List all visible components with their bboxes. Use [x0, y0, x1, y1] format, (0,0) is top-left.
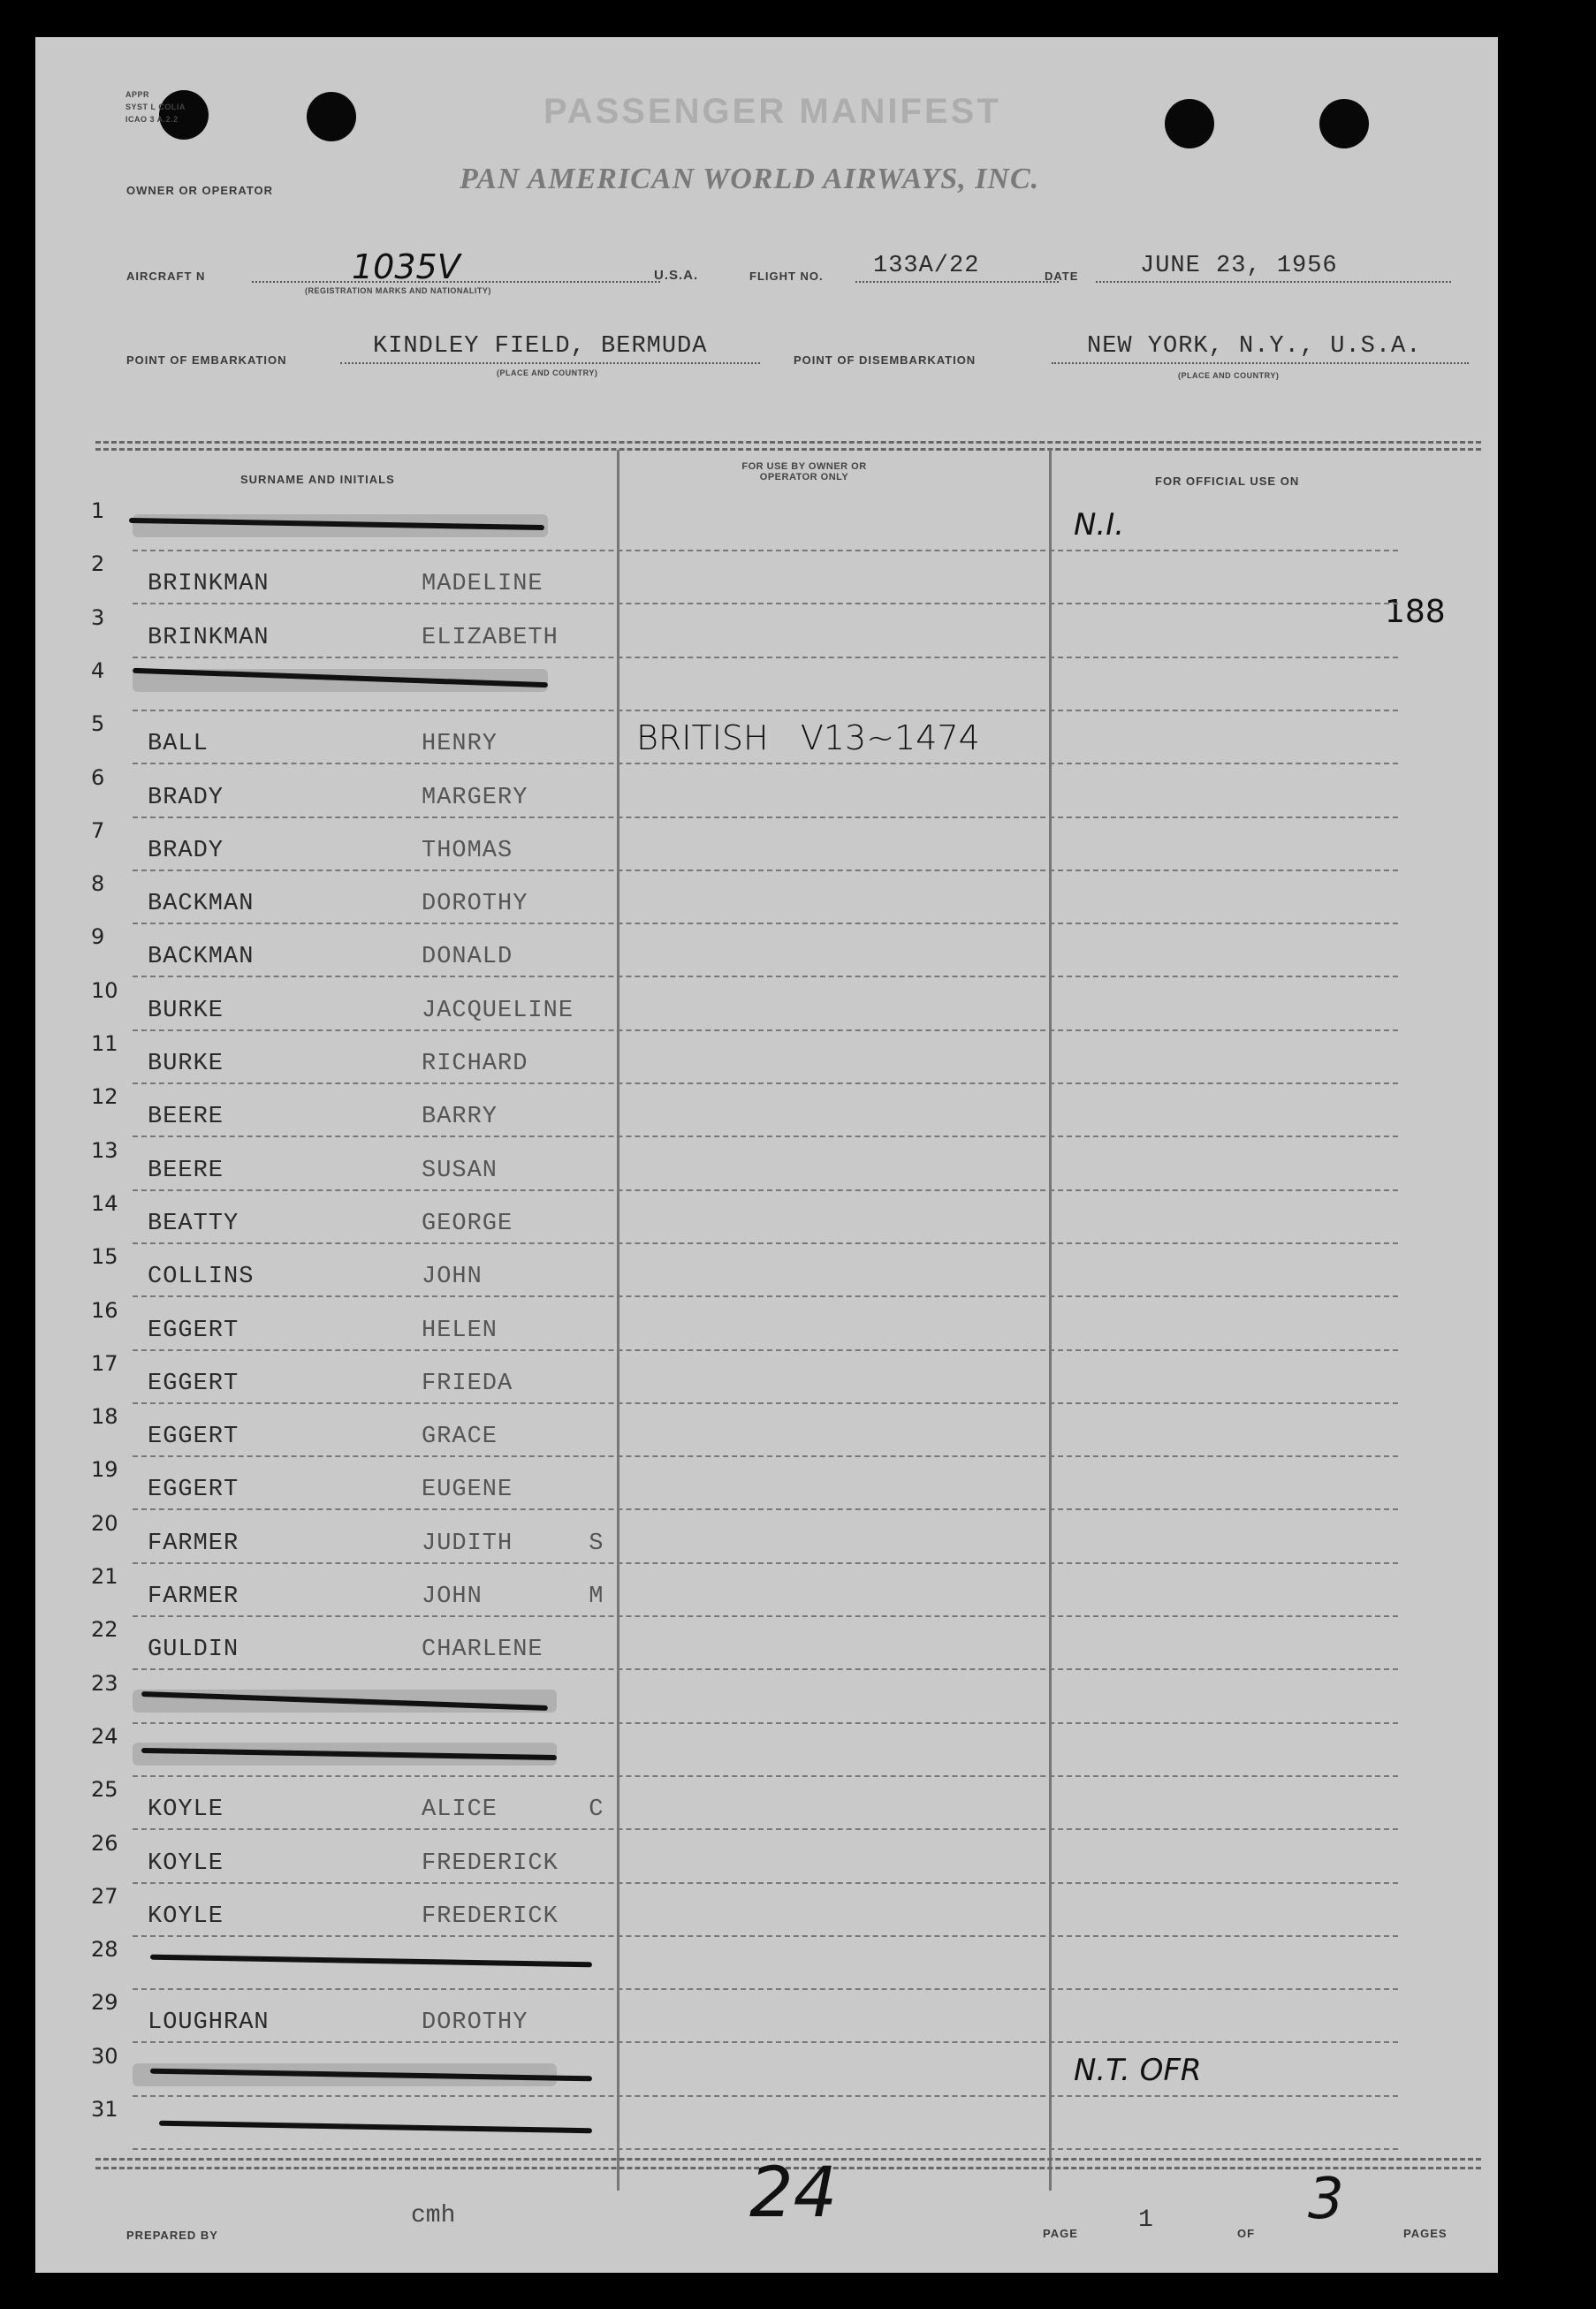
disembark-value: NEW YORK, N.Y., U.S.A.: [1087, 333, 1422, 360]
row-number: 21: [91, 1564, 118, 1589]
row-number: 26: [91, 1830, 118, 1856]
row-rule: [133, 1349, 1398, 1351]
passenger-given-name: JACQUELINE: [422, 997, 574, 1024]
passenger-surname: BACKMAN: [148, 944, 255, 971]
punch-hole-4: [1319, 99, 1369, 148]
header-official: FOR OFFICIAL USE ON: [1155, 475, 1300, 488]
registration-caption: (REGISTRATION MARKS AND NATIONALITY): [305, 286, 491, 295]
of-label: OF: [1237, 2227, 1256, 2240]
passenger-surname: COLLINS: [148, 1264, 255, 1291]
row-rule: [133, 2095, 1398, 2097]
row-number: 28: [91, 1937, 118, 1963]
header-names: SURNAME AND INITIALS: [240, 473, 395, 486]
owner-note: BRITISH V13~1474: [636, 718, 980, 758]
row-rule: [133, 1295, 1398, 1297]
prepared-value: cmh: [411, 2202, 456, 2229]
row-rule: [133, 976, 1398, 977]
table-top-rule-2: [95, 448, 1481, 451]
pages-label: PAGES: [1403, 2227, 1448, 2240]
embark-label: POINT OF EMBARKATION: [126, 353, 287, 367]
row-number: 31: [91, 2097, 118, 2122]
row-rule: [133, 1935, 1398, 1937]
row-rule: [133, 870, 1398, 871]
passenger-surname: EGGERT: [148, 1477, 239, 1504]
table-top-rule-1: [95, 441, 1481, 444]
passenger-surname: EGGERT: [148, 1370, 239, 1397]
passenger-surname: KOYLE: [148, 1849, 224, 1877]
flight-number: 133A/22: [873, 253, 980, 279]
date-value: JUNE 23, 1956: [1140, 253, 1338, 279]
prepared-label: PREPARED BY: [126, 2229, 218, 2242]
row-rule: [133, 1082, 1398, 1084]
total-count: 24: [749, 2153, 838, 2233]
passenger-given-name: HENRY: [422, 731, 498, 758]
header-owner: FOR USE BY OWNER OR OPERATOR ONLY: [741, 461, 867, 482]
strike-line-28: [150, 1955, 592, 1968]
row-rule: [133, 657, 1398, 658]
row-number: 25: [91, 1777, 118, 1803]
flight-label: FLIGHT NO.: [749, 270, 824, 283]
page-value: 1: [1138, 2206, 1153, 2234]
row-number: 14: [91, 1190, 118, 1216]
row-rule: [133, 1029, 1398, 1031]
official-note: N.I.: [1074, 507, 1125, 543]
passenger-surname: BURKE: [148, 1051, 224, 1077]
row-rule: [133, 1775, 1398, 1777]
row-rule: [133, 1615, 1398, 1617]
row-rule: [133, 710, 1398, 711]
passenger-given-name: DONALD: [422, 944, 513, 971]
passenger-surname: BURKE: [148, 997, 224, 1024]
date-underline: [1096, 281, 1451, 283]
row-rule: [133, 1508, 1398, 1510]
passenger-given-name: FREDERICK: [422, 1903, 559, 1930]
row-rule: [133, 1562, 1398, 1564]
punch-hole-3: [1165, 99, 1214, 148]
passenger-given-name: SUSAN: [422, 1157, 498, 1184]
passenger-given-name: GRACE: [422, 1424, 498, 1451]
aircraft-value: 1035V: [352, 247, 460, 286]
passenger-given-name: EUGENE: [422, 1477, 513, 1504]
row-number: 10: [91, 977, 118, 1003]
flight-underline: [855, 281, 1059, 283]
passenger-surname: KOYLE: [148, 1903, 224, 1930]
row-number: 24: [91, 1723, 118, 1749]
passenger-surname: BRINKMAN: [148, 571, 270, 598]
passenger-surname: GULDIN: [148, 1637, 239, 1664]
passenger-surname: FARMER: [148, 1530, 239, 1557]
row-number: 9: [91, 924, 105, 950]
passenger-given-name: MARGERY: [422, 784, 528, 811]
row-number: 17: [91, 1350, 118, 1376]
approval-line-2: SYST L COLIA: [125, 103, 186, 111]
passenger-given-name: BARRY: [422, 1104, 498, 1131]
row-number: 15: [91, 1244, 118, 1270]
row-number: 27: [91, 1883, 118, 1909]
row-number: 20: [91, 1510, 118, 1536]
passenger-given-name: ALICE C: [422, 1796, 604, 1824]
row-rule: [133, 1455, 1398, 1457]
embark-caption: (PLACE AND COUNTRY): [497, 368, 598, 377]
row-rule: [133, 763, 1398, 764]
row-rule: [133, 817, 1398, 818]
passenger-surname: BRADY: [148, 784, 224, 811]
row-number: 29: [91, 1990, 118, 2016]
row-number: 8: [91, 871, 105, 897]
date-label: DATE: [1045, 270, 1079, 283]
passenger-surname: EGGERT: [148, 1317, 239, 1344]
passenger-surname: BEERE: [148, 1157, 224, 1184]
row-rule: [133, 1402, 1398, 1404]
approval-line-1: APPR: [125, 90, 150, 99]
passenger-given-name: HELEN: [422, 1317, 498, 1344]
row-number: 13: [91, 1137, 118, 1163]
row-number: 16: [91, 1297, 118, 1323]
passenger-given-name: MADELINE: [422, 571, 543, 598]
owner-label: OWNER OR OPERATOR: [126, 184, 274, 197]
row-number: 1: [91, 498, 105, 523]
row-number: 7: [91, 817, 105, 843]
row-number: 6: [91, 764, 105, 790]
row-rule: [133, 603, 1398, 604]
row-number: 18: [91, 1404, 118, 1430]
row-rule: [133, 923, 1398, 924]
row-rule: [133, 1988, 1398, 1990]
row-number: 3: [91, 604, 105, 630]
passenger-given-name: GEORGE: [422, 1210, 513, 1237]
passenger-given-name: JOHN: [422, 1264, 483, 1291]
side-number: 188: [1385, 594, 1446, 630]
passenger-given-name: DOROTHY: [422, 2009, 528, 2037]
passenger-given-name: JUDITH S: [422, 1530, 604, 1557]
embark-underline: [340, 362, 760, 364]
passenger-surname: LOUGHRAN: [148, 2009, 270, 2037]
passenger-surname: BALL: [148, 731, 209, 758]
row-rule: [133, 1828, 1398, 1830]
row-rule: [133, 1242, 1398, 1244]
passenger-given-name: DOROTHY: [422, 891, 528, 918]
passenger-surname: BRADY: [148, 837, 224, 864]
row-number: 22: [91, 1617, 118, 1643]
passenger-given-name: RICHARD: [422, 1051, 528, 1077]
form-title: PASSENGER MANIFEST: [543, 92, 1001, 131]
aircraft-label: AIRCRAFT N: [126, 270, 206, 283]
passenger-given-name: THOMAS: [422, 837, 513, 864]
aircraft-underline: [252, 281, 660, 283]
disembark-label: POINT OF DISEMBARKATION: [794, 353, 977, 367]
row-rule: [133, 1882, 1398, 1884]
passenger-given-name: JOHN M: [422, 1584, 604, 1610]
manifest-sheet: [35, 37, 1498, 2273]
page-label: PAGE: [1043, 2227, 1078, 2240]
passenger-surname: BRINKMAN: [148, 624, 270, 651]
punch-hole-2: [307, 92, 356, 141]
passenger-given-name: CHARLENE: [422, 1637, 543, 1664]
embark-value: KINDLEY FIELD, BERMUDA: [373, 333, 708, 360]
airline-name: PAN AMERICAN WORLD AIRWAYS, INC.: [460, 163, 1040, 195]
passenger-given-name: FREDERICK: [422, 1849, 559, 1877]
passenger-given-name: ELIZABETH: [422, 624, 559, 651]
row-rule: [133, 2148, 1398, 2150]
passenger-surname: BEERE: [148, 1104, 224, 1131]
official-note: N.T. OFR: [1074, 2052, 1202, 2088]
row-number: 4: [91, 657, 105, 683]
passenger-surname: FARMER: [148, 1584, 239, 1610]
row-rule: [133, 550, 1398, 551]
disembark-underline: [1052, 362, 1469, 364]
row-number: 30: [91, 2043, 118, 2069]
approval-line-3: ICAO 3 A.2.2: [125, 115, 179, 124]
disembark-caption: (PLACE AND COUNTRY): [1178, 371, 1280, 380]
row-number: 19: [91, 1457, 118, 1483]
row-rule: [133, 1668, 1398, 1670]
strike-line-31: [159, 2121, 592, 2134]
passenger-surname: EGGERT: [148, 1424, 239, 1451]
row-number: 12: [91, 1084, 118, 1110]
passenger-surname: KOYLE: [148, 1796, 224, 1824]
row-number: 5: [91, 711, 105, 737]
row-rule: [133, 1136, 1398, 1137]
row-number: 23: [91, 1670, 118, 1696]
row-rule: [133, 1722, 1398, 1724]
passenger-surname: BACKMAN: [148, 891, 255, 918]
passenger-given-name: FRIEDA: [422, 1370, 513, 1397]
row-rule: [133, 2041, 1398, 2043]
passenger-surname: BEATTY: [148, 1210, 239, 1237]
row-rule: [133, 1189, 1398, 1191]
usa-label: U.S.A.: [654, 268, 699, 283]
row-number: 11: [91, 1031, 118, 1056]
row-number: 2: [91, 551, 105, 577]
pages-value: 3: [1308, 2167, 1344, 2232]
